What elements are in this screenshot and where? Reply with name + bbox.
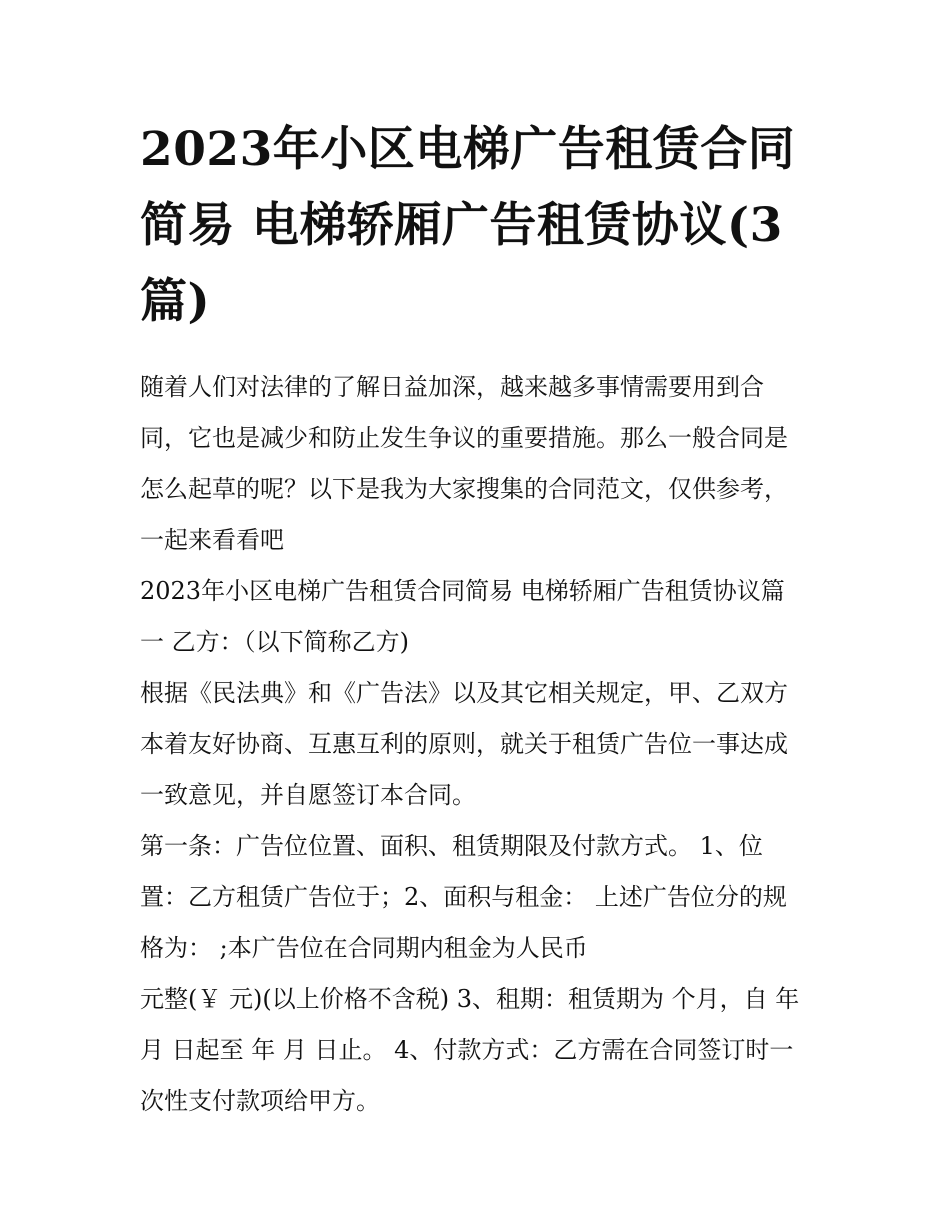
text-line: 怎么起草的呢？以下是我为大家搜集的合同范文，仅供参考， (140, 475, 788, 503)
basis-paragraph (140, 668, 820, 821)
text-line: 置：乙方租赁广告位于；2、面积与租金： 上述广告位分的规 (140, 883, 787, 911)
text-line: 根据《民法典》和《广告法》以及其它相关规定，甲、乙双方 (140, 679, 788, 707)
text-line: 月 日起至 年 月 日止。 4、付款方式：乙方需在合同签订时一 (140, 1036, 794, 1064)
text-line: 格为： ;本广告位在合同期内租金为人民币 (140, 934, 588, 962)
title-line: 2023年小区电梯广告租赁合同 (140, 122, 796, 177)
text-line: 同，它也是减少和防止发生争议的重要措施。那么一般合同是 (140, 424, 788, 452)
text-line: 随着人们对法律的了解日益加深，越来越多事情需要用到合 (140, 373, 764, 401)
text-line: 2023年小区电梯广告租赁合同简易 电梯轿厢广告租赁协议篇 (140, 577, 785, 605)
text-line: 一 乙方：（以下简称乙方) (140, 628, 409, 656)
text-line: 第一条：广告位位置、面积、租赁期限及付款方式。 1、位 (140, 832, 763, 860)
text-line: 一起来看看吧 (140, 526, 284, 554)
article-one-paragraph (140, 821, 820, 1127)
section-heading-paragraph (140, 566, 820, 668)
document-title (140, 112, 820, 340)
intro-paragraph (140, 362, 820, 566)
text-line: 一致意见，并自愿签订本合同。 (140, 781, 476, 809)
text-line: 次性支付款项给甲方。 (140, 1087, 380, 1115)
text-line: 本着友好协商、互惠互利的原则，就关于租赁广告位一事达成 (140, 730, 788, 758)
document-body (140, 362, 820, 1127)
title-line: 简易 电梯轿厢广告租赁协议(3 (140, 198, 783, 253)
text-line: 元整(￥ 元)(以上价格不含税) 3、租期：租赁期为 个月，自 年 (140, 985, 800, 1013)
document-content (140, 112, 820, 1127)
title-line: 篇) (140, 274, 211, 329)
